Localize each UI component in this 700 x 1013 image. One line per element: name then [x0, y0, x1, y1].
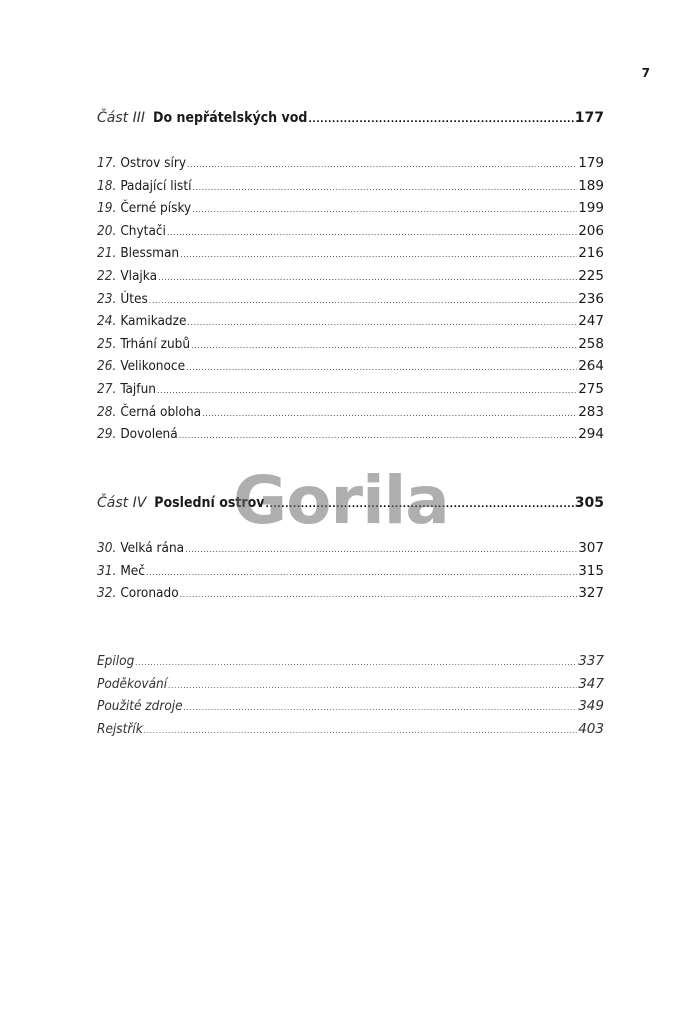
dot-leader	[135, 650, 577, 675]
toc-chapters-part-iv	[97, 537, 604, 605]
toc-entry[interactable]	[97, 401, 604, 424]
chapter-page: 275	[578, 380, 604, 397]
chapter-number: 32.	[97, 585, 117, 602]
dot-leader	[308, 106, 573, 132]
chapter-number: 19.	[97, 200, 117, 217]
toc-entry[interactable]	[97, 673, 604, 696]
chapter-title: Coronado	[120, 585, 179, 602]
dot-leader	[191, 333, 577, 358]
chapter-page: 179	[578, 155, 604, 171]
dot-leader	[158, 265, 577, 290]
chapter-title: Chytači	[120, 222, 166, 239]
chapter-title: Trhání zubů	[120, 335, 191, 352]
chapter-page: 189	[578, 177, 604, 194]
back-matter-title: Epilog	[97, 653, 135, 669]
part-page: 177	[574, 110, 604, 126]
chapter-number: 28.	[97, 403, 117, 420]
chapter-title: Blessman	[120, 245, 180, 262]
chapter-number: 22.	[97, 267, 117, 284]
dot-leader	[188, 310, 578, 335]
part-label: Část IV	[97, 495, 147, 511]
chapter-title: Útes	[120, 290, 148, 307]
chapter-page: 294	[578, 426, 604, 443]
chapter-title: Tajfun	[120, 380, 156, 397]
chapter-page: 247	[578, 313, 604, 330]
chapter-title: Kamikadze	[120, 313, 187, 330]
chapter-number: 27.	[97, 380, 117, 397]
toc-entry[interactable]	[97, 650, 604, 673]
chapter-number: 29.	[97, 426, 117, 443]
chapter-page: 206	[578, 222, 604, 239]
chapter-title: Černá obloha	[120, 403, 202, 420]
chapter-title: Padající listí	[120, 177, 192, 194]
part-title: Do nepřátelských vod	[152, 110, 308, 126]
chapter-title: Ostrov síry	[120, 155, 186, 171]
dot-leader	[202, 401, 577, 426]
chapter-page: 264	[578, 358, 604, 375]
chapter-number: 26.	[97, 358, 117, 375]
toc-entry[interactable]	[97, 197, 604, 220]
chapter-page: 258	[578, 335, 604, 352]
toc-part-iii	[97, 106, 604, 130]
dot-leader	[192, 197, 577, 222]
part-label: Část III	[97, 110, 145, 126]
chapter-page: 327	[578, 585, 604, 602]
toc-back-matter	[97, 650, 604, 740]
toc-part-iv	[97, 491, 604, 515]
dot-leader	[185, 537, 577, 562]
chapter-title: Meč	[120, 562, 145, 579]
back-matter-title: Rejstřík	[97, 720, 143, 737]
dot-leader	[187, 152, 577, 177]
back-matter-page: 347	[578, 675, 604, 692]
dot-leader	[193, 175, 578, 200]
toc-entry[interactable]	[97, 152, 604, 175]
chapter-page: 236	[578, 290, 604, 307]
part-page: 305	[574, 495, 604, 511]
chapter-title: Vlajka	[120, 267, 158, 284]
publisher-watermark: Gorila	[233, 462, 449, 539]
chapter-page: 283	[578, 403, 604, 420]
dot-leader	[144, 718, 577, 743]
chapter-number: 21.	[97, 245, 117, 262]
toc-entry[interactable]	[97, 242, 604, 265]
toc-entry[interactable]	[97, 288, 604, 311]
dot-leader	[157, 378, 577, 403]
toc-entry[interactable]	[97, 355, 604, 378]
chapter-number: 18.	[97, 177, 117, 194]
toc-entry[interactable]	[97, 718, 604, 741]
chapter-page: 225	[578, 267, 604, 284]
chapter-number: 23.	[97, 290, 117, 307]
back-matter-page: 349	[578, 698, 604, 715]
chapter-title: Černé písky	[120, 200, 192, 217]
toc-entry[interactable]	[97, 537, 604, 560]
dot-leader	[265, 491, 573, 517]
chapter-title: Dovolená	[120, 426, 178, 443]
dot-leader	[184, 695, 578, 720]
toc-entry[interactable]	[97, 265, 604, 288]
chapter-page: 315	[578, 562, 604, 579]
dot-leader	[180, 582, 578, 607]
chapter-title: Velikonoce	[120, 358, 186, 375]
dot-leader	[146, 560, 577, 585]
toc-entry[interactable]	[97, 175, 604, 198]
dot-leader	[167, 220, 577, 245]
dot-leader	[180, 242, 577, 267]
toc-entry[interactable]	[97, 582, 604, 605]
toc-entry[interactable]	[97, 560, 604, 583]
part-heading[interactable]	[97, 491, 604, 515]
back-matter-page: 337	[578, 653, 604, 669]
toc-entry[interactable]	[97, 378, 604, 401]
back-matter-page: 403	[578, 720, 604, 737]
chapter-page: 307	[578, 540, 604, 556]
chapter-page: 199	[578, 200, 604, 217]
toc-entry[interactable]	[97, 423, 604, 446]
dot-leader	[149, 288, 577, 313]
chapter-number: 31.	[97, 562, 117, 579]
dot-leader	[168, 673, 577, 698]
chapter-number: 17.	[97, 155, 117, 171]
back-matter-title: Použité zdroje	[97, 698, 183, 715]
part-heading[interactable]	[97, 106, 604, 130]
page-number: 7	[641, 66, 650, 80]
chapter-number: 20.	[97, 222, 117, 239]
dot-leader	[186, 355, 577, 380]
toc-entry[interactable]	[97, 695, 604, 718]
chapter-number: 25.	[97, 335, 117, 352]
toc-entry[interactable]	[97, 333, 604, 356]
dot-leader	[179, 423, 578, 448]
part-title: Poslední ostrov	[154, 495, 265, 511]
toc-chapters-part-iii	[97, 152, 604, 446]
toc-entry[interactable]	[97, 310, 604, 333]
chapter-page: 216	[578, 245, 604, 262]
toc-entry[interactable]	[97, 220, 604, 243]
chapter-number: 24.	[97, 313, 117, 330]
back-matter-title: Poděkování	[97, 675, 168, 692]
chapter-title: Velká rána	[120, 540, 185, 556]
chapter-number: 30.	[97, 540, 117, 556]
